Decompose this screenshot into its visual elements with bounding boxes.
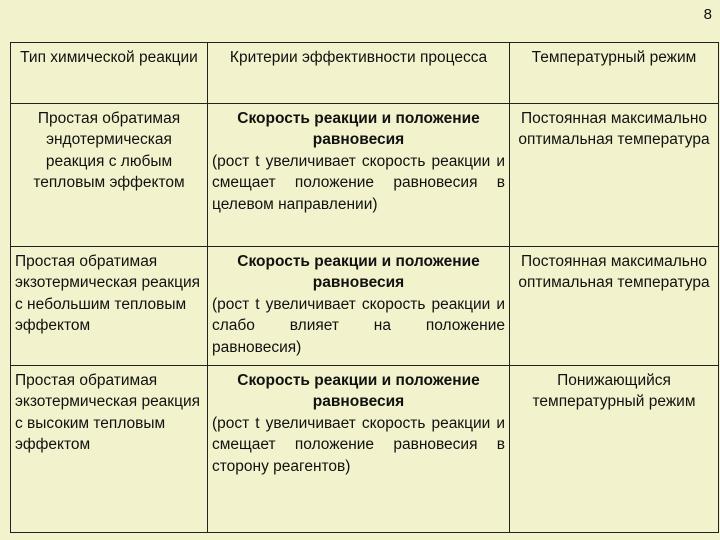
header-efficiency-criteria: Критерии эффективности процесса xyxy=(208,43,510,104)
reaction-criteria-table xyxy=(10,42,719,533)
header-reaction-type: Тип химической реакции xyxy=(11,43,208,104)
slide-number: 8 xyxy=(703,6,712,23)
cell-temperature: Понижающийся температурный режим xyxy=(510,366,719,533)
criteria-description: (рост t увеличивает скорость реакции и смещает положение равновесия в целевом направлении) xyxy=(212,152,505,213)
cell-temperature: Постоянная максимально оптимальная температура xyxy=(510,104,719,247)
criteria-title: Скорость реакции и положение равновесия xyxy=(237,253,480,292)
table-header-row xyxy=(11,43,719,104)
criteria-title: Скорость реакции и положение равновесия xyxy=(237,372,480,411)
cell-reaction-type: Простая обратимая экзотермическая реакция с высоким тепловым эффектом xyxy=(11,366,208,533)
criteria-description: (рост t увеличивает скорость реакции и слабо влияет на положение равновесия) xyxy=(212,295,505,356)
cell-criteria xyxy=(208,247,510,366)
cell-reaction-type: Простая обратимая эндотермическая реакция с любым тепловым эффектом xyxy=(11,104,208,247)
cell-reaction-type: Простая обратимая экзотермическая реакция с небольшим тепловым эффектом xyxy=(11,247,208,366)
cell-temperature: Постоянная максимально оптимальная температура xyxy=(510,247,719,366)
table-row xyxy=(11,366,719,533)
criteria-title: Скорость реакции и положение равновесия xyxy=(237,110,480,149)
criteria-description: (рост t увеличивает скорость реакции и смещает положение равновесия в сторону реагентов) xyxy=(212,414,505,475)
cell-criteria xyxy=(208,366,510,533)
table-row xyxy=(11,247,719,366)
cell-criteria xyxy=(208,104,510,247)
table-row xyxy=(11,104,719,247)
header-temperature-mode: Температурный режим xyxy=(510,43,719,104)
